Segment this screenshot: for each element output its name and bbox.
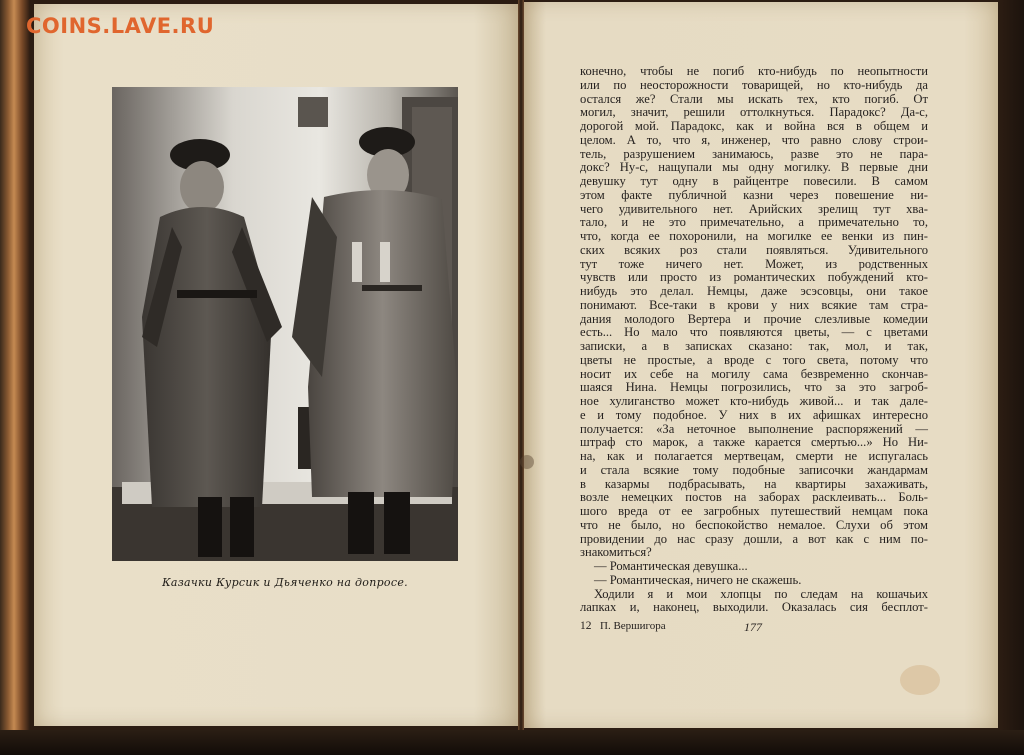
interrogation-photo (112, 87, 458, 561)
site-watermark: COINS.LAVE.RU (26, 14, 215, 38)
text-line: провидении до нас сразу дошли, а вот как с ним по- (580, 531, 928, 546)
text-line: — Романтическая, ничего не скажешь. (594, 572, 802, 587)
text-line: носит их себе на могилу сама безвременно скончав- (580, 366, 928, 381)
text-line: шого вреда от ее загробных путешествий немцам пока (580, 504, 928, 518)
text-line: на, как и полагается мертвецам, смерти не испугалась (580, 449, 928, 463)
text-line: понимают. Все-таки в крови у них всякие там стра- (580, 297, 928, 312)
text-line: шаяся Нина. Немцы погрозились, что за это загроб- (580, 380, 928, 395)
body-text (580, 65, 928, 615)
text-line: нибудь это делал. Немцы, даже эсэсовцы, они такое (580, 284, 928, 298)
text-line: и стала всякие тому подобные записочки жандармам (580, 462, 928, 477)
text-line: получается: «За неточное выполнение распоряжений — (580, 421, 928, 436)
text-line: конечно, чтобы не погиб кто-нибудь по неопытности (580, 64, 928, 78)
text-line: в казармы подбрасывать, на квартиры захаживать, (580, 476, 928, 491)
text-line: есть... Но мало что появляются цветы, — с цветами (580, 325, 928, 340)
text-line: что не было, но беспокойство немалое. Слухи об этом (580, 517, 928, 532)
text-line: записки, а в записках сказано: так, мол, и так, (580, 339, 928, 353)
book-bottom-edge (0, 730, 1024, 755)
text-line: дания молодого Вертера и прочие слезливые комедии (580, 311, 928, 326)
text-line: знакомиться? (580, 545, 652, 560)
text-line: целом. А то, что я, инженер, что равно слову строи- (580, 132, 928, 147)
text-line: ное хулиганство может кто-нибудь живой... и так дале- (580, 394, 928, 408)
text-line: девушку тут одну в райцентре повесили. В самом (580, 174, 928, 188)
photo-image (112, 87, 458, 561)
text-line: тало, и не это примечательно, а примечательно то, (580, 215, 928, 230)
text-line: возле немецких постов на заборах расклеивать... Боль- (580, 490, 928, 505)
text-line: этом факте публичной казни через повешение ни- (580, 187, 928, 202)
text-line: тут тоже ничего нет. Может, из родственных (580, 256, 928, 271)
text-line: что, когда ее похоронили, на могилке ее венки из пин- (580, 229, 928, 243)
text-line: могил, значит, решили оттолкнуться. Парадокс? Да-с, (580, 105, 928, 120)
text-line: или по неосторожности товарищей, но кто-нибудь да (580, 77, 928, 92)
text-line: — Романтическая девушка... (594, 559, 748, 573)
signature-mark: 12 (580, 620, 592, 632)
text-line: остался же? Стали мы искать тех, кто погиб. От (580, 91, 928, 106)
text-line: штраф сто марок, а также карается смертью...» Но Ни- (580, 435, 928, 450)
paper-stain (520, 455, 534, 469)
text-line: докс? Ну-с, нащупали мы одну могилку. В первые дни (580, 160, 928, 175)
text-line: тель, разрушением занимаюсь, разве это не пара- (580, 146, 928, 161)
signature-author: П. Вершигора (600, 620, 666, 632)
text-line: чувств или просто из романтических побуждений кто- (580, 270, 928, 285)
text-line: Ходили я и мои хлопцы по следам на кошачьих (594, 586, 928, 601)
text-line: дорогой мой. Парадокс, как и война вся в общем и (580, 119, 928, 133)
photo-caption: Казачки Курсик и Дьяченко на допросе. (162, 576, 408, 589)
text-line: ских всяких роз стали появляться. Удивительного (580, 242, 928, 257)
text-line: лапках и, наконец, выходили. Оказалась сия бесплот- (580, 600, 928, 615)
page-number: 177 (744, 620, 762, 634)
text-line: е и тому подобное. У них в их афишках интересно (580, 407, 928, 422)
text-line: цветы не простые, а вроде с того света, потому что (580, 352, 928, 367)
paper-stain (900, 665, 940, 695)
text-line: чего удивительного нет. Арийских зрелищ тут хва- (580, 201, 928, 216)
